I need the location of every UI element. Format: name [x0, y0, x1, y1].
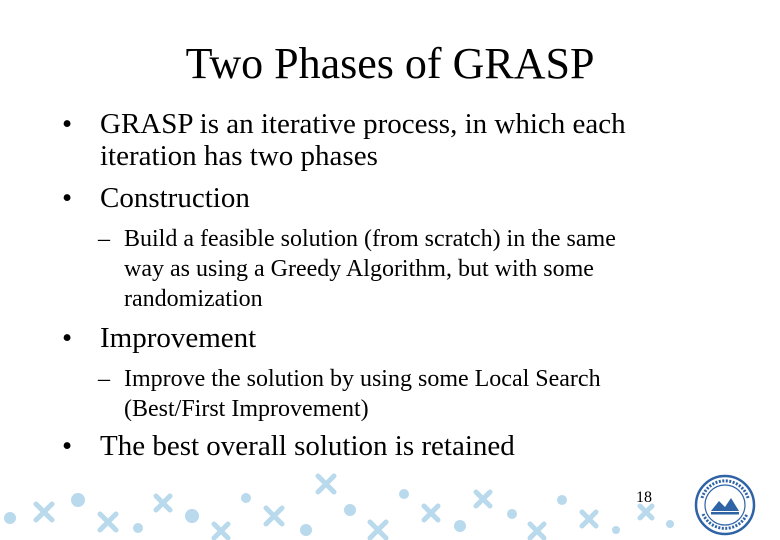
sub-bullet-line: way as using a Greedy Algorithm, but with some: [124, 256, 594, 282]
bullet-glyph: •: [62, 322, 73, 354]
bullet-item: [62, 322, 742, 354]
bullet-glyph: •: [62, 430, 73, 462]
sub-bullet-item: [98, 364, 738, 424]
bullet-glyph: •: [62, 182, 73, 214]
bullet-line: iteration has two phases: [100, 140, 378, 172]
slide-title: Two Phases of GRASP: [185, 39, 595, 88]
bullet-line: GRASP is an iterative process, in which each: [100, 108, 626, 140]
bullet-item: [62, 182, 742, 214]
bullet-text: [100, 108, 626, 172]
footer-pattern: [0, 470, 700, 540]
university-seal-icon: [694, 474, 756, 536]
sub-bullet-line: Improve the solution by using some Local Search: [124, 366, 601, 392]
sub-bullet-line: Build a feasible solution (from scratch) in the same: [124, 226, 616, 252]
bullet-text: Improvement: [100, 322, 257, 354]
bullet-text: The best overall solution is retained: [100, 430, 515, 462]
dash-glyph: –: [98, 226, 110, 252]
dash-glyph: –: [98, 366, 110, 392]
sub-bullet-line: randomization: [124, 286, 263, 312]
page-number: 18: [636, 489, 652, 506]
sub-bullet-item: [98, 224, 738, 314]
bullet-glyph: •: [62, 108, 73, 140]
sub-bullet-text: [124, 364, 601, 424]
sub-bullet-line: (Best/First Improvement): [124, 396, 369, 422]
bullet-item: [62, 108, 742, 172]
sub-bullet-text: [124, 224, 616, 314]
bullet-item: [62, 430, 742, 462]
bullet-text: Construction: [100, 182, 250, 214]
